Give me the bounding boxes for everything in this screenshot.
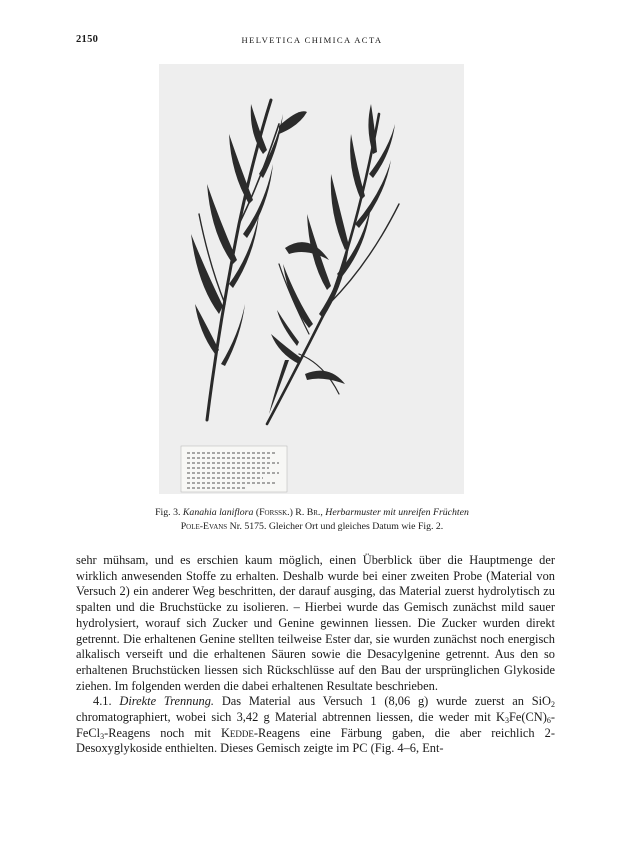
text-run: -Reagens eine Färbung gaben, die aber reichlich 2-Desoxyglykoside enthielten. Dieses Gemisch zeigte im PC (Fig. 4–6, Ent-	[76, 725, 555, 756]
page-number: 2150	[76, 34, 99, 45]
reagent-name: Kedde	[220, 725, 254, 740]
section-number: 4.1.	[93, 694, 112, 709]
species-author: (Forssk.)	[255, 507, 293, 518]
collector-name: Pole-Evans	[180, 521, 228, 532]
herbarium-label	[181, 446, 287, 492]
figure-description: Herbarmuster mit unreifen Früchten	[325, 507, 469, 518]
subscript: 3	[505, 716, 509, 726]
species-author-2: R. Br.,	[295, 507, 323, 518]
paragraph-direct-separation	[76, 694, 555, 757]
herbarium-photo	[159, 64, 464, 494]
collection-number: Nr. 5175.	[229, 521, 267, 532]
text-run: -FeCl	[76, 710, 555, 740]
paragraph: sehr mühsam, und es erschien kaum möglich, einen Überblick über die Hauptmenge der wirklich anwesenden Stoffe zu erhalten. Deshalb wurde bei einer zweiten Probe (Material von Versuch 2) ein anderer Weg beschritten, der darauf ausging, das Material zuerst hydrolytisch zu spalten und die Bruchstücke zu isolieren. – Hierbei wurde das Gemisch zunächst mild sauer hydrolysiert, worauf sich Zucker und Genine gewinnen liessen. Die Zucker wurden direkt getrennt. Die erhaltenen Genine stellten teilweise Ester dar, sie wurden zunächst noch energisch alkalisch verseift und die erhaltenen Säuren sowie die Desacylgenine getrennt. Aus den so erhaltenen Bruchstücken liessen sich Rückschlüsse auf den Bau der ursprünglichen Glykoside ziehen. Im folgenden werden die dabei erhaltenen Resultate beschrieben.	[76, 553, 555, 693]
herbarium-specimen-illustration	[159, 64, 464, 494]
caption-note: Gleicher Ort und gleiches Datum wie Fig. 2.	[268, 521, 444, 532]
text-run: Das Material aus Versuch 1 (8,06 g) wurde zuerst an SiO	[221, 694, 551, 709]
subscript: 3	[100, 731, 105, 741]
figure-caption-line2	[80, 520, 544, 534]
text-run: chromatographiert, wobei sich 3,42 g Material abtrennen liessen, die weder mit K	[76, 710, 505, 725]
running-head: HELVETICA CHIMICA ACTA	[241, 35, 383, 45]
text-run: Fe(CN)	[509, 710, 547, 725]
species-name: Kanahia laniflora	[182, 507, 254, 518]
figure-caption-line1	[80, 506, 544, 520]
subscript: 2	[551, 700, 555, 710]
subscript: 6	[546, 716, 551, 726]
section-title: Direkte Trennung.	[119, 694, 215, 709]
figure-label: Fig. 3.	[155, 507, 181, 518]
text-run: -Reagens noch mit	[104, 725, 221, 740]
body-text	[76, 553, 555, 757]
